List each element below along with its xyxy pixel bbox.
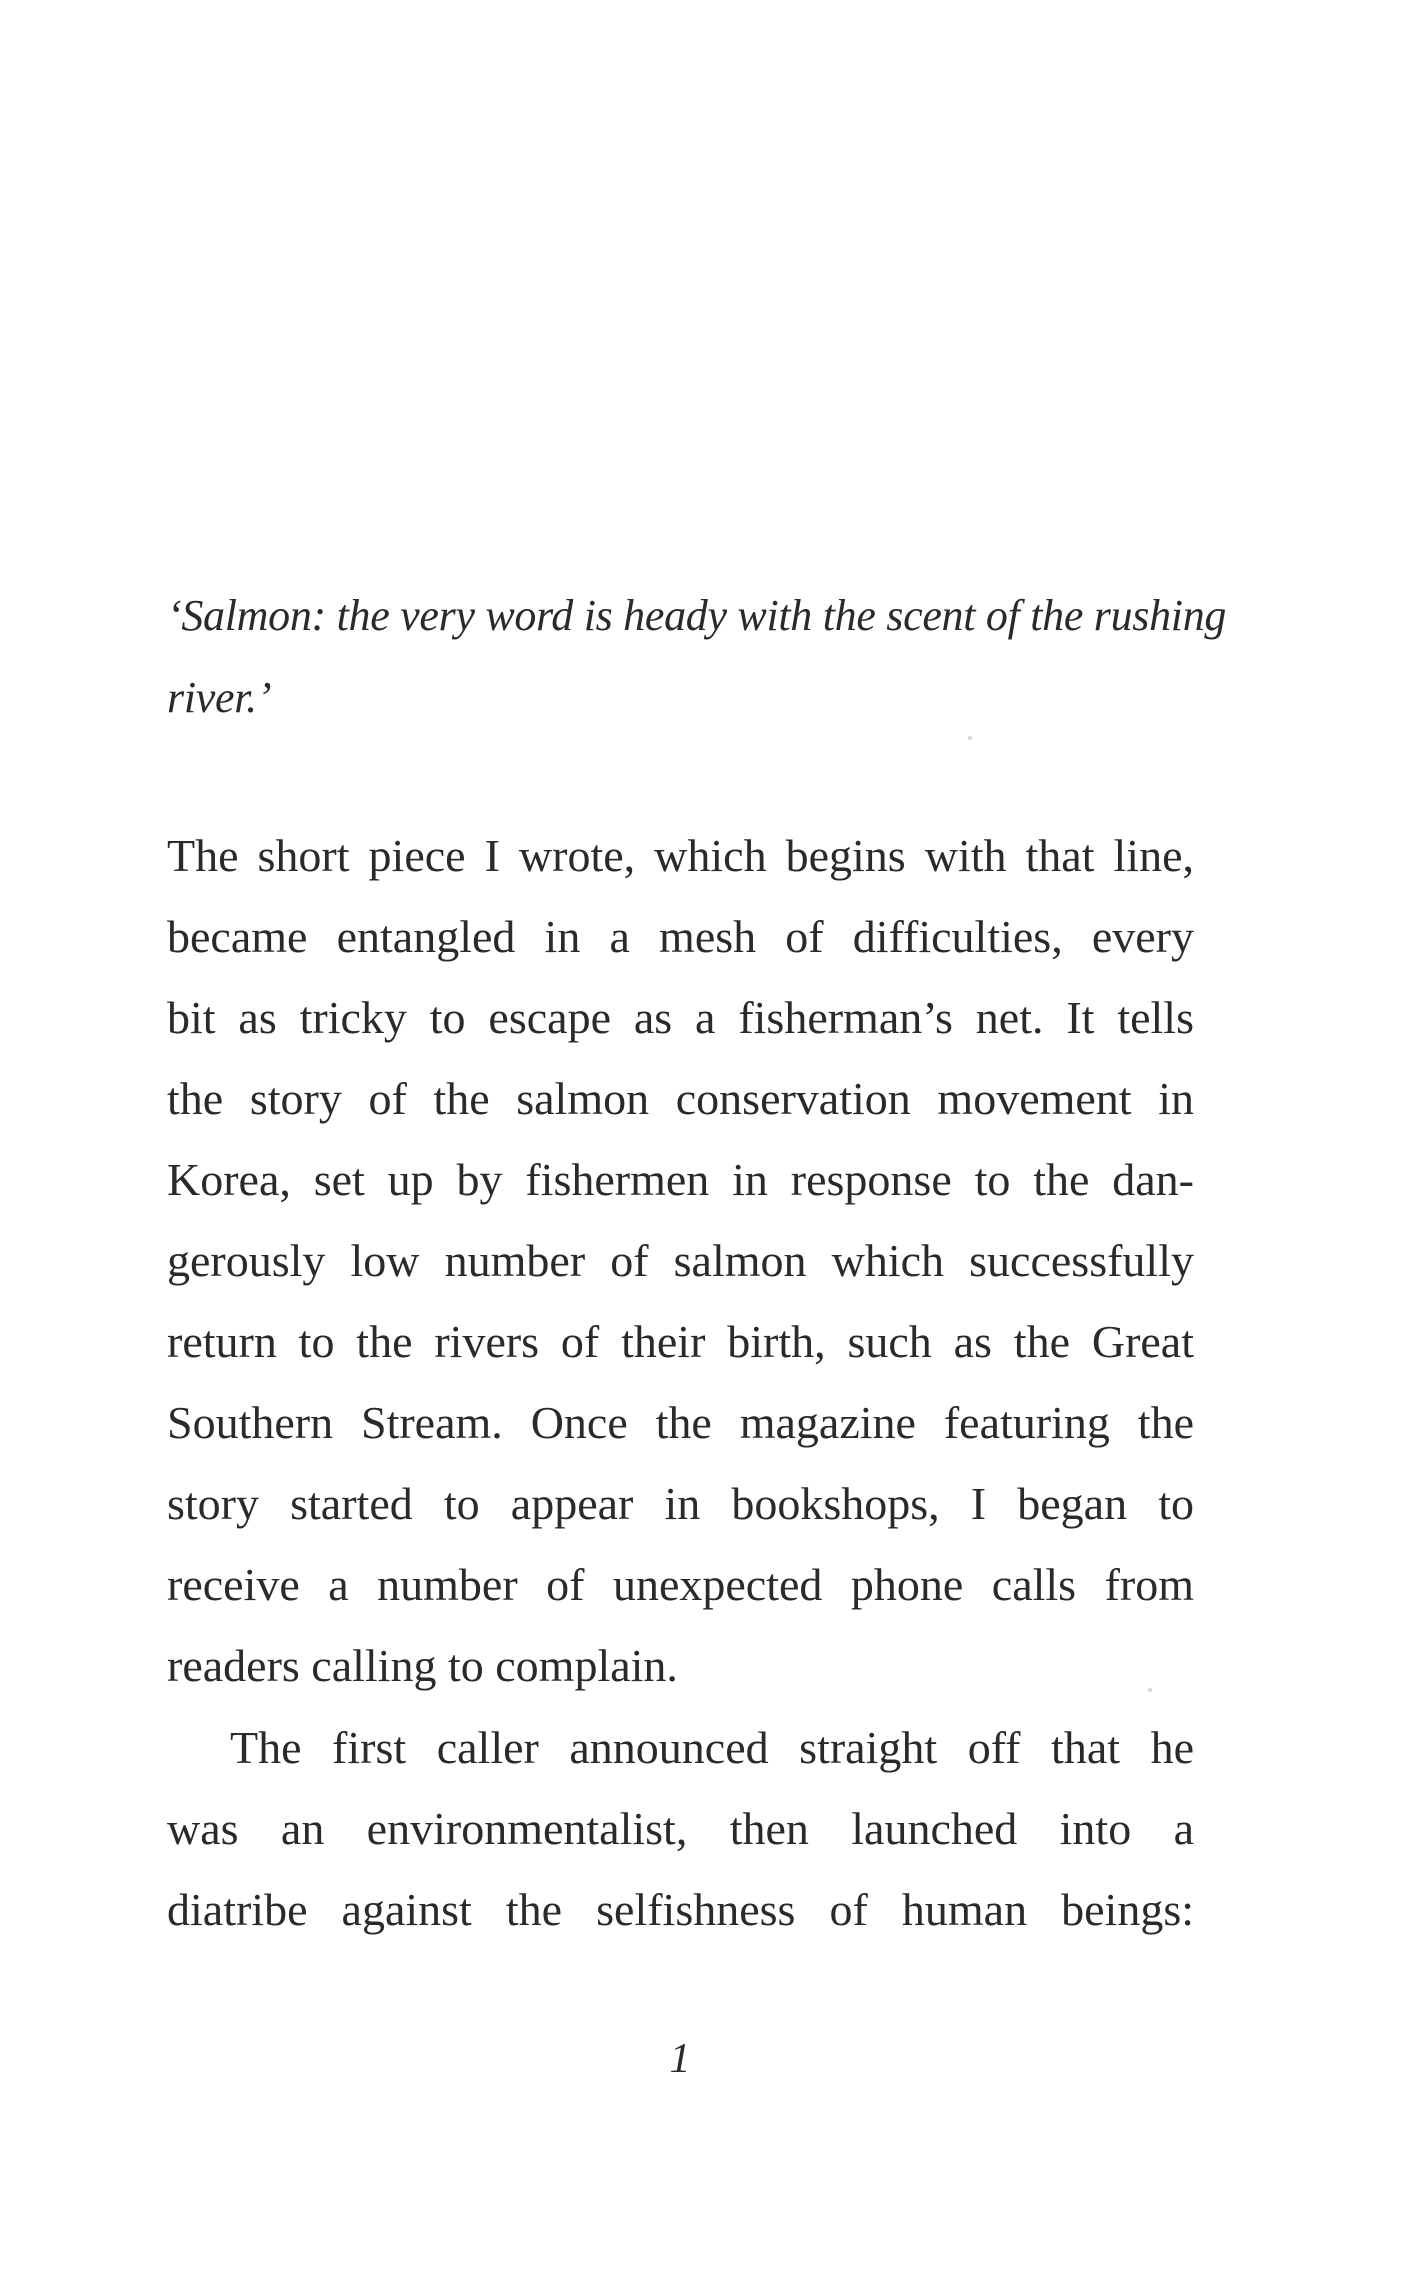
paragraph-line: readers calling to complain. [167, 1640, 678, 1691]
epigraph [167, 575, 1227, 739]
epigraph-line: ‘Salmon: the very word is heady with the scent of the rushing [167, 591, 1227, 640]
paragraph-line: The short piece I wrote, which begins with that line, [167, 830, 1194, 881]
paragraph-line: diatribe against the selfishness of human beings: [167, 1884, 1194, 1935]
epigraph-line: river.’ [167, 673, 272, 722]
paragraph-line: The first caller announced straight off that he [230, 1722, 1194, 1773]
paper-speck [968, 736, 972, 740]
paragraph-line: bit as tricky to escape as a fisherman’s net. It tells [167, 992, 1194, 1043]
paragraph-line: gerously low number of salmon which successfully [167, 1235, 1194, 1286]
paragraph-line: story started to appear in bookshops, I began to [167, 1478, 1194, 1529]
paragraph-line: receive a number of unexpected phone calls from [167, 1559, 1194, 1610]
body-paragraph [167, 1707, 1194, 1950]
paragraph-line: Korea, set up by fishermen in response to the dan- [167, 1154, 1194, 1205]
paragraph-line: the story of the salmon conservation movement in [167, 1073, 1194, 1124]
paragraph-line: was an environmentalist, then launched into a [167, 1803, 1194, 1854]
paragraph-line: became entangled in a mesh of difficulties, every [167, 911, 1194, 962]
body-paragraph [167, 815, 1194, 1706]
page-number: 1 [669, 2036, 691, 2082]
paper-speck [1148, 1688, 1152, 1692]
paragraph-line: return to the rivers of their birth, such as the Great [167, 1316, 1194, 1367]
paragraph-line: Southern Stream. Once the magazine featuring the [167, 1397, 1194, 1448]
